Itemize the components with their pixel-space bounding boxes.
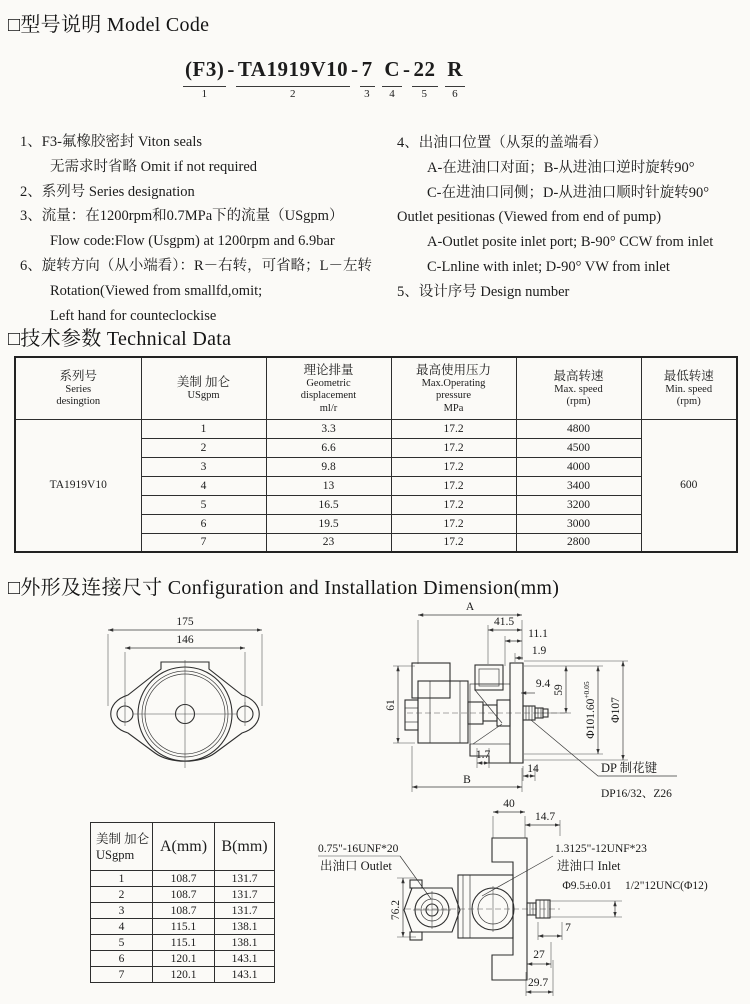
inlet-thread-label: 1.3125"-12UNF*23 [555,843,647,855]
tech-table-cell: 3000 [516,514,641,533]
tech-table-header-cell [15,357,141,419]
tech-header-line: Max.Operating [421,377,486,389]
inlet-port-label: 进油口 Inlet [557,859,621,873]
port-view-drawing [310,792,750,1004]
model-code-segment-text: R [445,57,465,87]
tech-table [14,356,738,553]
dim-phi101-label [582,681,597,739]
note-line: A-Outlet posite inlet port; B-90° CCW from inlet [427,234,714,251]
model-code-segment [360,57,375,100]
dim-table-cell: 2 [91,887,153,903]
model-code-segment-number: 3 [364,88,371,101]
tech-table-cell: 17.2 [391,495,516,514]
notes-right-column [397,131,747,305]
tech-header-line: 理论排量 [303,362,354,377]
dim-61-label: 61 [385,699,397,711]
tech-header-line: 最高转速 [553,368,604,383]
dim-27-label: 27 [533,949,545,961]
note-line: 1、F3-氟橡胶密封 Viton seals [20,134,202,150]
dim-175-label: 175 [176,616,194,628]
model-code-segment-text: C [382,57,402,87]
tech-header-line: Max. speed [554,383,603,395]
dim-1-7-label: 1.7 [475,749,491,761]
dim-table-cell: 3 [91,903,153,919]
dim-41-5-label: 41.5 [493,616,515,628]
dim-7-label: 7 [565,922,571,934]
tech-table-body [15,419,737,552]
tech-header-line: (rpm) [676,396,701,408]
notes-left-column [20,130,392,328]
dim-table-cell: 1 [91,871,153,887]
dim-14-label: 14 [527,763,539,775]
dim-table-cell: 138.1 [215,919,275,935]
tech-table-cell: 4800 [516,419,641,438]
tech-table-cell: 16.5 [266,495,391,514]
dim-table-cell: 6 [91,951,153,967]
dim-table-cell: 5 [91,935,153,951]
model-code-separator: - [351,57,359,81]
tech-header-line: 最高使用压力 [415,362,491,377]
tech-table-cell: 3400 [516,476,641,495]
tech-table-cell: 5 [141,495,266,514]
tech-header-line: Geometric [306,377,351,389]
tech-table-cell: 4000 [516,457,641,476]
shaft-dia-label: Φ9.5±0.01 [562,880,612,892]
model-code-segment-number: 1 [201,88,208,101]
note-line: 3、流量：在1200rpm和0.7MPa下的流量（USgpm） [20,208,344,225]
series-name-cell: TA1919V10 [15,419,141,552]
model-code-segment [382,57,402,100]
model-code-segment [445,57,465,100]
dim-table-cell: 143.1 [215,951,275,967]
tech-table-cell: 2800 [516,533,641,552]
model-code-segment-text: (F3) [183,57,226,87]
dim-14-7-label: 14.7 [534,811,556,823]
model-code-segment-number: 5 [421,88,428,101]
note-line: 2、系列号 Series designation [20,183,195,200]
spline-label-zh: DP 制花键 [601,761,658,775]
tech-table-cell: 2 [141,438,266,457]
dim-table-row [91,951,275,967]
tech-header-line: Series [65,383,92,395]
note-line: Left hand for counteclockise [50,307,217,324]
dim-phi101-value: Φ101.60 [585,698,597,739]
dim-table-header-b: B(mm) [215,823,275,871]
tech-table-cell: 6 [141,514,266,533]
tech-table-cell: 3200 [516,495,641,514]
tech-table-cell: 23 [266,533,391,552]
tech-table-cell: 17.2 [391,419,516,438]
tech-table-cell: 4500 [516,438,641,457]
tech-header-line: ml/r [319,402,338,414]
note-line: A-在进油口对面；B-从进油口逆时旋转90° [427,159,695,176]
dim-table-cell: 120.1 [153,967,215,983]
note-line: 4、出油口位置（从泵的盖端看） [397,135,608,151]
model-code-segment-text: 7 [360,57,375,87]
dim-table-cell: 108.7 [153,871,215,887]
dim-header-en: USgpm [96,847,135,862]
dim-table-cell: 138.1 [215,935,275,951]
flange-outline [111,660,260,768]
note-line: Outlet pesitionas (Viewed from end of pump) [397,209,662,226]
section-title-technical: □技术参数 Technical Data [8,328,232,350]
tech-table-cell: 17.2 [391,438,516,457]
model-code-segment [236,57,350,100]
tech-table-head [15,357,737,419]
dim-59-label: 59 [553,684,565,696]
dim-phi101-tolerance: +0.05 [582,681,591,699]
dim-table-header-a: A(mm) [153,823,215,871]
dim-76-2-label: 76.2 [390,899,402,921]
tech-header-line: 美制 加仑 [176,375,231,389]
outlet-port-label: 出油口 Outlet [320,859,392,873]
tech-table-cell: 17.2 [391,514,516,533]
dim-table-row [91,919,275,935]
dim-table-cell: 108.7 [153,903,215,919]
model-code-separator [438,57,446,81]
min-speed-cell: 600 [641,419,737,552]
tech-header-line: USgpm [187,390,220,401]
dim-table-row [91,935,275,951]
dim-phi107-label: Φ107 [610,697,622,723]
dim-table-cell: 120.1 [153,951,215,967]
model-code-segment-number: 6 [452,88,459,101]
dim-table-cell: 143.1 [215,967,275,983]
tech-header-line: (rpm) [566,396,591,408]
tech-table-header-cell [266,357,391,419]
spline-spec-label: DP16/32、Z26 [601,788,672,800]
tech-header-line: desingtion [56,396,101,408]
tech-table-cell: 17.2 [391,476,516,495]
note-line: Flow code:Flow (Usgpm) at 1200rpm and 6.9bar [50,233,335,250]
tech-table-header-cell [141,357,266,419]
model-code-segment-number: 2 [289,88,296,101]
dim-table-header-row [91,823,275,871]
tech-table-cell: 13 [266,476,391,495]
tech-table-header-row [15,357,737,419]
outlet-thread-label: 0.75"-16UNF*20 [318,843,399,855]
tech-header-line: pressure [436,390,471,401]
shaft-thread-label: 1/2"12UNC(Φ12) [625,880,708,892]
model-code-segment-text: TA1919V10 [236,57,350,87]
section-title-model-code: □型号说明 Model Code [8,14,210,36]
tech-header-line: 最低转速 [663,368,714,383]
dim-table-header-usgpm [91,823,153,871]
model-code-separator: - [403,57,411,81]
tech-table-cell: 7 [141,533,266,552]
dim-9-4-label: 9.4 [535,678,551,690]
dim-table-cell: 115.1 [153,935,215,951]
dim-table-row [91,903,275,919]
dim-table-cell: 131.7 [215,871,275,887]
note-line: 无需求时省略 Omit if not required [50,158,257,175]
tech-table-cell: 17.2 [391,457,516,476]
dim-146-label: 146 [176,634,194,646]
note-line: 6、旋转方向（从小端看）：R－右转，可省略；L－左转 [20,257,373,274]
dim-table-row [91,967,275,983]
tech-header-line: Min. speed [665,383,713,395]
dim-table-cell: 131.7 [215,903,275,919]
dim-table-cell: 115.1 [153,919,215,935]
tech-header-line: 系列号 [59,368,97,383]
tech-header-line: MPa [443,402,464,414]
tech-table-cell: 4 [141,476,266,495]
tech-table-cell: 6.6 [266,438,391,457]
dim-table-row [91,887,275,903]
note-line: Rotation(Viewed from smallfd,omit; [50,282,263,299]
dim-table-body [91,871,275,983]
dim-header-zh: 美制 加仑 [96,831,150,846]
flange-drawing [85,606,305,801]
model-code-separator [375,57,383,81]
model-code [183,57,465,100]
tech-table-header-cell [516,357,641,419]
port-dim-lines [318,812,615,992]
dim-a-label: A [465,601,475,613]
model-code-separator: - [227,57,235,81]
dim-40-label: 40 [503,798,515,810]
tech-table-cell: 3 [141,457,266,476]
model-code-segment-text: 22 [412,57,438,87]
section-title-dimensions: □外形及连接尺寸 Configuration and Installation Dimension(mm) [8,577,560,599]
tech-table-cell: 9.8 [266,457,391,476]
note-line: C-在进油口同侧；D-从进油口顺时针旋转90° [427,184,710,201]
tech-table-cell: 1 [141,419,266,438]
dim-table-cell: 131.7 [215,887,275,903]
model-code-segment-number: 4 [389,88,396,101]
model-code-segment [183,57,226,100]
tech-table-cell: 17.2 [391,533,516,552]
dim-b-label: B [463,774,471,786]
tech-table-header-cell [391,357,516,419]
dim-1-9-label: 1.9 [531,645,547,657]
note-line: 5、设计序号 Design number [397,283,570,300]
note-line: C-Lnline with inlet; D-90° VW from inlet [427,258,670,275]
tech-header-line: displacement [300,390,357,401]
tech-table-header-cell [641,357,737,419]
dim-table [90,822,275,983]
tech-table-cell: 3.3 [266,419,391,438]
dim-table-cell: 7 [91,967,153,983]
dim-11-1-label: 11.1 [528,628,548,640]
model-code-segment [412,57,438,100]
dim-table-row [91,871,275,887]
dim-table-cell: 4 [91,919,153,935]
tech-table-row [15,419,737,438]
dim-29-7-label: 29.7 [527,977,549,989]
side-view-drawing [385,596,750,812]
tech-table-cell: 19.5 [266,514,391,533]
dim-table-cell: 108.7 [153,887,215,903]
